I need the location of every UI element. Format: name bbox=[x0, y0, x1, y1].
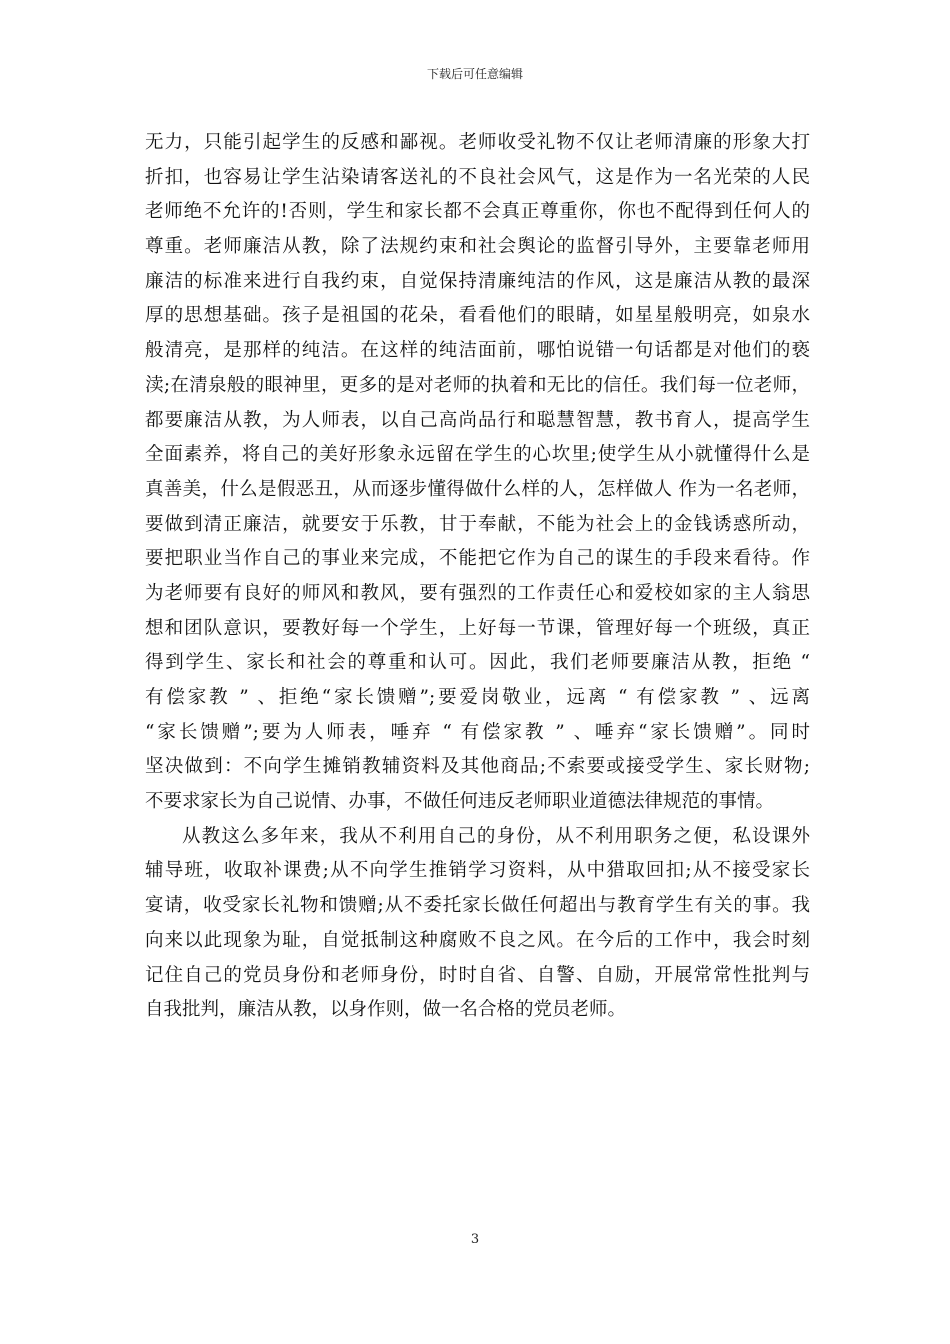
text-line: 坚决做到：不向学生摊销教辅资料及其他商品;不索要或接受学生、家长财物; bbox=[145, 756, 810, 778]
text-line: 全面素养，将自己的美好形象永远留在学生的心坎里;使学生从小就懂得什么是 bbox=[145, 444, 810, 466]
text-line: 为老师要有良好的师风和教风，要有强烈的工作责任心和爱校如家的主人翁思 bbox=[145, 582, 810, 604]
page-number: 3 bbox=[470, 1232, 480, 1247]
text-line: 向来以此现象为耻，自觉抵制这种腐败不良之风。在今后的工作中，我会时刻 bbox=[145, 929, 810, 951]
text-line: 记住自己的党员身份和老师身份，时时自省、自警、自励，开展常常性批判与 bbox=[145, 964, 810, 986]
text-line: 得到学生、家长和社会的尊重和认可。因此，我们老师要廉洁从教，拒绝 “ bbox=[145, 652, 810, 674]
text-line: 折扣，也容易让学生沾染请客送礼的不良社会风气，这是作为一名光荣的人民 bbox=[145, 166, 810, 188]
text-line: 都要廉洁从教，为人师表，以自己高尚品行和聪慧智慧，教书育人，提高学生 bbox=[145, 409, 810, 431]
paragraph-1 bbox=[145, 126, 810, 820]
text-line: 想和团队意识，要教好每一个学生，上好每一节课，管理好每一个班级，真正 bbox=[145, 617, 810, 639]
text-line: 般清亮，是那样的纯洁。在这样的纯洁面前，哪怕说错一句话都是对他们的亵 bbox=[145, 340, 810, 362]
text-line: 真善美，什么是假恶丑，从而逐步懂得做什么样的人，怎样做人 作为一名老师， bbox=[145, 478, 810, 500]
text-line: 辅导班，收取补课费;从不向学生推销学习资料，从中猎取回扣;从不接受家长 bbox=[145, 860, 810, 882]
text-line: 厚的思想基础。孩子是祖国的花朵，看看他们的眼睛，如星星般明亮，如泉水 bbox=[145, 305, 810, 327]
text-line: 从教这么多年来，我从不利用自己的身份，从不利用职务之便，私设课外 bbox=[182, 825, 810, 847]
text-line: 无力，只能引起学生的反感和鄙视。老师收受礼物不仅让老师清廉的形象大打 bbox=[145, 132, 810, 153]
document-body bbox=[145, 126, 810, 1028]
text-line: 老师绝不允许的!否则，学生和家长都不会真正尊重你，你也不配得到任何人的 bbox=[145, 201, 810, 223]
text-line: 廉洁的标准来进行自我约束，自觉保持清廉纯洁的作风，这是廉洁从教的最深 bbox=[145, 270, 810, 292]
text-line: 要做到清正廉洁，就要安于乐教，甘于奉献，不能为社会上的金钱诱惑所动， bbox=[145, 513, 810, 535]
text-line: 有偿家教 ” 、拒绝“家长馈赠”;要爱岗敬业，远离 “ 有偿家教 ” 、远离 bbox=[145, 687, 810, 708]
text-line: 不要求家长为自己说情、办事，不做任何违反老师职业道德法律规范的事情。 bbox=[145, 791, 775, 813]
text-line: “家长馈赠”;要为人师表，唾弃 “ 有偿家教 ” 、唾弃“家长馈赠”。同时 bbox=[145, 721, 810, 743]
text-line: 自我批判，廉洁从教，以身作则，做一名合格的党员老师。 bbox=[145, 999, 627, 1021]
text-line: 尊重。老师廉洁从教，除了法规约束和社会舆论的监督引导外，主要靠老师用 bbox=[145, 236, 810, 258]
paragraph-2 bbox=[145, 820, 810, 1028]
text-line: 要把职业当作自己的事业来完成，不能把它作为自己的谋生的手段来看待。作 bbox=[145, 548, 810, 570]
page-header-note: 下载后可任意编辑 bbox=[426, 67, 523, 81]
text-line: 渎;在清泉般的眼神里，更多的是对老师的执着和无比的信任。我们每一位老师， bbox=[145, 374, 810, 396]
text-line: 宴请，收受家长礼物和馈赠;从不委托家长做任何超出与教育学生有关的事。我 bbox=[145, 895, 810, 917]
